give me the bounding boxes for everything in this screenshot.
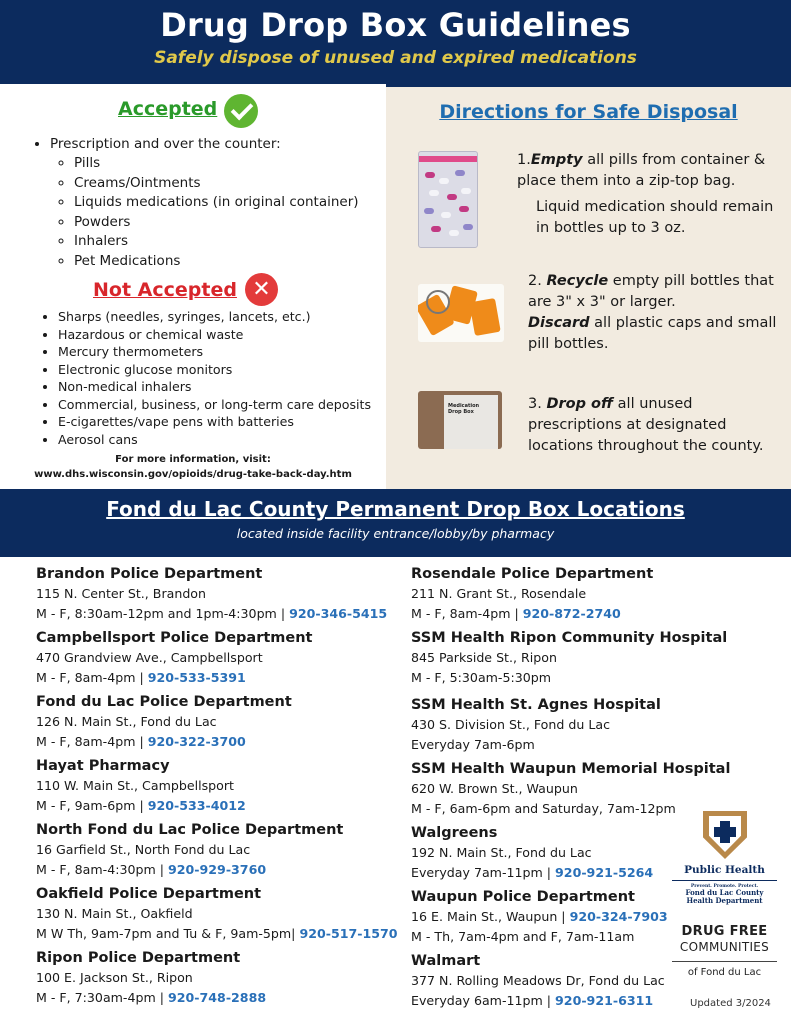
location-hours: M - F, 5:30am-5:30pm (411, 670, 552, 685)
accepted-list (30, 134, 359, 271)
location-phone[interactable]: 920-872-2740 (522, 606, 621, 621)
location-hours: Everyday 7am-11pm | 920-921-5264 (411, 865, 654, 880)
location-phone[interactable]: 920-921-6311 (555, 993, 654, 1008)
location-hours: Everyday 7am-6pm (411, 737, 535, 752)
location-address: 115 N. Center St., Brandon (36, 586, 206, 601)
list-item (411, 824, 679, 883)
drop-box-label: Medication Drop Box (448, 403, 480, 415)
locations-left-column (36, 565, 396, 1013)
not-accepted-heading: Not Accepted (93, 279, 237, 301)
step-3-verb: Drop off (546, 396, 614, 412)
location-address: 110 W. Main St., Campbellsport (36, 778, 234, 793)
location-address: 16 Garfield St., North Fond du Lac (36, 842, 251, 857)
location-hours: M - F, 8:30am-12pm and 1pm-4:30pm | 920-346-5415 (36, 606, 388, 621)
location-address: 377 N. Rolling Meadows Dr, Fond du Lac (411, 973, 665, 988)
public-health-logo-sub: Prevent. Promote. Protect. Fond du Lac County Health Department (685, 884, 764, 905)
list-item (411, 952, 679, 1011)
location-hours: Everyday 6am-11pm | 920-921-6311 (411, 993, 654, 1008)
list-item (36, 821, 396, 880)
location-hours: M - F, 8am-4:30pm | 920-929-3760 (36, 862, 267, 877)
location-name: Ripon Police Department (36, 950, 241, 966)
list-item (50, 134, 359, 271)
list-item (36, 949, 396, 1008)
list-item (36, 693, 396, 752)
location-name: SSM Health Waupun Memorial Hospital (411, 761, 731, 777)
list-item (411, 760, 731, 819)
list-item (36, 565, 396, 624)
public-health-shield-icon (700, 811, 750, 861)
check-circle-icon (224, 94, 258, 128)
location-name: Rosendale Police Department (411, 566, 654, 582)
more-info-link[interactable]: www.dhs.wisconsin.gov/opioids/drug-take-back-day.htm (34, 469, 352, 480)
location-address: 620 W. Brown St., Waupun (411, 781, 578, 796)
location-hours: M - Th, 7am-4pm and F, 7am-11am (411, 929, 635, 944)
step-1-verb: Empty (530, 152, 583, 168)
location-hours: M W Th, 9am-7pm and Tu & F, 9am-5pm| 920-517-1570 (36, 926, 398, 941)
location-address: 470 Grandview Ave., Campbellsport (36, 650, 263, 665)
list-item (411, 565, 679, 624)
location-hours: M - F, 6am-6pm and Saturday, 7am-12pm (411, 801, 676, 816)
location-phone[interactable]: 920-346-5415 (289, 606, 388, 621)
location-name: SSM Health Ripon Community Hospital (411, 630, 728, 646)
more-info-label: For more information, visit: (115, 454, 271, 465)
location-name: Hayat Pharmacy (36, 758, 170, 774)
list-item (36, 885, 396, 944)
updated-date: Updated 3/2024 (690, 998, 771, 1009)
location-name: SSM Health St. Agnes Hospital (411, 697, 661, 713)
list-item (411, 696, 679, 755)
location-address: 100 E. Jackson St., Ripon (36, 970, 193, 985)
pill-bag-photo (418, 151, 478, 248)
list-item (411, 629, 728, 688)
location-phone[interactable]: 920-533-5391 (147, 670, 246, 685)
list-item: ◦ Pills (74, 154, 359, 174)
location-phone[interactable]: 920-929-3760 (168, 862, 267, 877)
directions-panel (386, 84, 791, 489)
dfc-logo-line2: COMMUNITIES (679, 940, 770, 954)
location-hours: M - F, 8am-4pm | 920-872-2740 (411, 606, 621, 621)
location-address: 192 N. Main St., Fond du Lac (411, 845, 592, 860)
locations-heading: Fond du Lac County Permanent Drop Box Locations (106, 497, 685, 521)
list-item (36, 757, 396, 816)
header-banner (0, 0, 791, 84)
list-item: ◦ Inhalers (74, 232, 359, 252)
step-2: 2. Recycle empty pill bottles that are 3" x 3" or larger. Discard all plastic caps and small pill bottles. (528, 273, 777, 352)
location-address: 126 N. Main St., Fond du Lac (36, 714, 217, 729)
step-1-note: Liquid medication should remain in bottles up to 3 oz. (536, 199, 774, 236)
accepted-sublist (50, 154, 359, 271)
divider (672, 961, 777, 962)
location-phone[interactable]: 920-533-4012 (147, 798, 246, 813)
list-item: • Aerosol cans (58, 431, 371, 449)
location-phone[interactable]: 920-322-3700 (147, 734, 246, 749)
location-name: Walgreens (411, 825, 498, 841)
location-hours: M - F, 9am-6pm | 920-533-4012 (36, 798, 246, 813)
location-name: Waupun Police Department (411, 889, 635, 905)
location-hours: M - F, 7:30am-4pm | 920-748-2888 (36, 990, 267, 1005)
public-health-logo-title: Public Health (684, 864, 765, 876)
list-item: • Commercial, business, or long-term care deposits (58, 396, 371, 414)
list-item (36, 629, 396, 688)
dfc-logo-line1: DRUG FREE (681, 924, 768, 939)
step-2-verb2: Discard (528, 315, 590, 331)
location-name: Walmart (411, 953, 481, 969)
step-1: 1.Empty all pills from container & place them into a zip-top bag. (517, 152, 766, 189)
location-address: 211 N. Grant St., Rosendale (411, 586, 587, 601)
accepted-heading: Accepted (118, 98, 218, 120)
location-phone[interactable]: 920-921-5264 (555, 865, 654, 880)
dfc-logo-line3: of Fond du Lac (687, 967, 762, 978)
location-name: Brandon Police Department (36, 566, 263, 582)
page-title: Drug Drop Box Guidelines (160, 6, 631, 44)
list-item: • Non-medical inhalers (58, 378, 371, 396)
pill-bottles-photo (418, 284, 504, 342)
list-item (411, 888, 679, 947)
location-phone[interactable]: 920-748-2888 (168, 990, 267, 1005)
location-hours: M - F, 8am-4pm | 920-322-3700 (36, 734, 246, 749)
locations-subheading: located inside facility entrance/lobby/by pharmacy (236, 526, 555, 541)
list-item: ◦ Pet Medications (74, 252, 359, 272)
list-item: • Hazardous or chemical waste (58, 326, 371, 344)
locations-banner (0, 489, 791, 557)
list-item: • Mercury thermometers (58, 343, 371, 361)
list-item: • E-cigarettes/vape pens with batteries (58, 413, 371, 431)
not-accepted-list (38, 308, 371, 448)
directions-heading: Directions for Safe Disposal (439, 101, 738, 123)
step-2-verb: Recycle (546, 273, 609, 289)
location-name: Fond du Lac Police Department (36, 694, 292, 710)
list-item: ◦ Creams/Ointments (74, 174, 359, 194)
list-item: ◦ Powders (74, 213, 359, 233)
list-item: ◦ Liquids medications (in original container) (74, 193, 359, 213)
accepted-panel (0, 84, 386, 489)
accepted-main-item: Prescription and over the counter: (50, 136, 281, 152)
location-address: 430 S. Division St., Fond du Lac (411, 717, 610, 732)
list-item: • Electronic glucose monitors (58, 361, 371, 379)
x-circle-icon: ✕ (245, 273, 278, 306)
location-phone[interactable]: 920-517-1570 (299, 926, 398, 941)
drop-box-photo (418, 391, 502, 449)
location-name: North Fond du Lac Police Department (36, 822, 344, 838)
location-name: Oakfield Police Department (36, 886, 262, 902)
more-info (0, 452, 386, 482)
location-phone[interactable]: 920-324-7903 (569, 909, 668, 924)
location-address: 130 N. Main St., Oakfield (36, 906, 193, 921)
list-item: • Sharps (needles, syringes, lancets, etc.) (58, 308, 371, 326)
location-hours: M - F, 8am-4pm | 920-533-5391 (36, 670, 246, 685)
location-address: 16 E. Main St., Waupun | 920-324-7903 (411, 909, 668, 924)
location-name: Campbellsport Police Department (36, 630, 313, 646)
step-3: 3. Drop off all unused prescriptions at designated locations throughout the county. (528, 396, 764, 454)
divider (672, 880, 777, 881)
location-address: 845 Parkside St., Ripon (411, 650, 557, 665)
page-subtitle: Safely dispose of unused and expired medications (154, 48, 637, 68)
